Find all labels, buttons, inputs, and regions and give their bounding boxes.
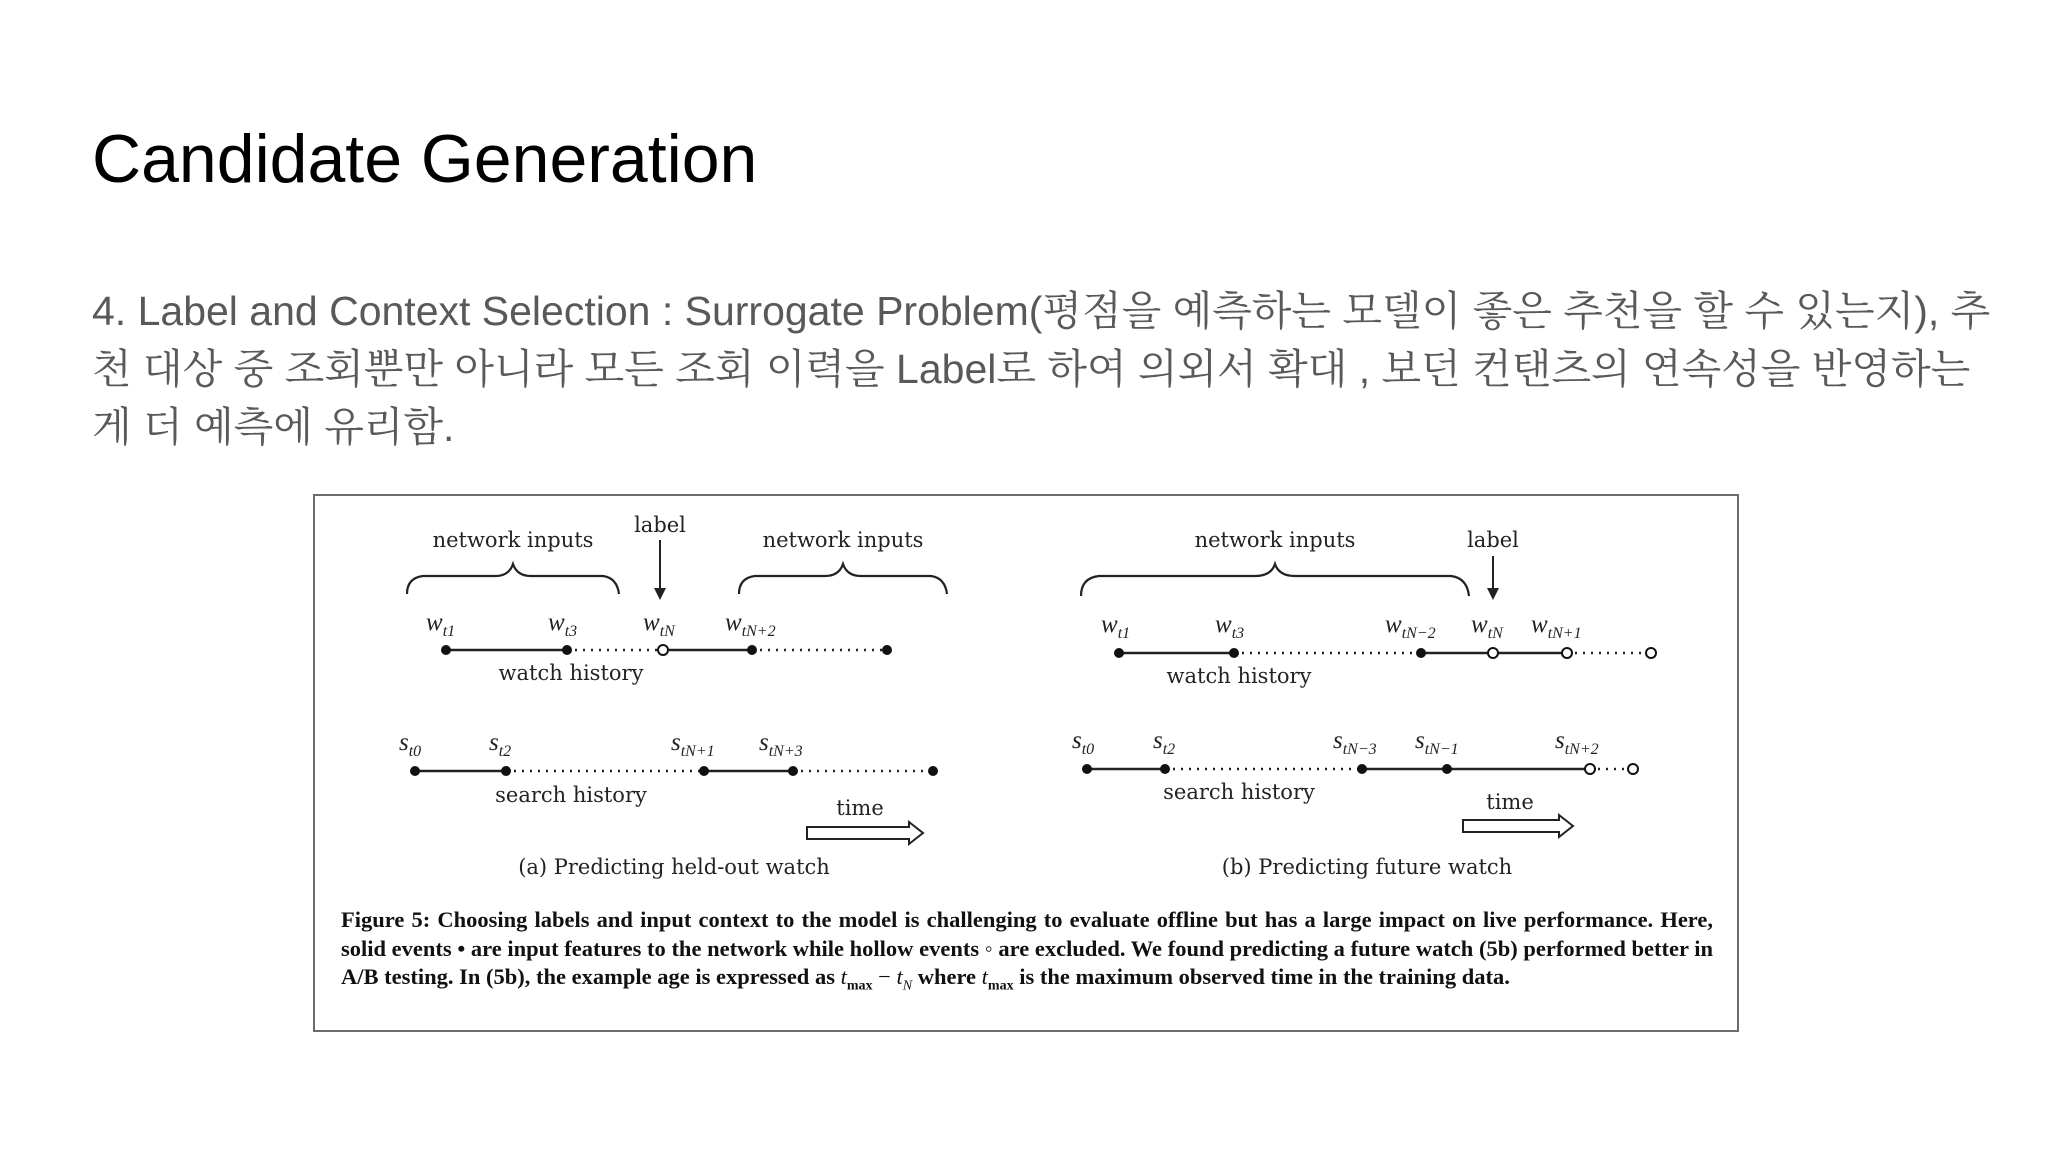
- watch-event-solid: [882, 645, 892, 655]
- figure-caption: [341, 906, 1713, 1001]
- watch-event-solid: [1114, 648, 1124, 658]
- label-text-a: label: [634, 513, 686, 537]
- search-event-hollow: [1628, 764, 1638, 774]
- search-event-solid: [1442, 764, 1452, 774]
- search-var-a-3: $s_{tN+1}$: [671, 729, 715, 760]
- brace-b: [1081, 564, 1469, 596]
- search-history-label-a: search history: [495, 783, 647, 807]
- time-arrow-b: [1463, 815, 1573, 837]
- caption-math-2: $t_{max}$: [981, 964, 1014, 994]
- label-arrowhead-b: [1487, 588, 1499, 600]
- watch-var-b-3: $w_{tN-2}$: [1385, 611, 1436, 642]
- search-event-solid: [788, 766, 798, 776]
- search-event-solid: [928, 766, 938, 776]
- time-label-a: time: [836, 796, 884, 820]
- caption-text-3: is the maximum observed time in the training data.: [1013, 964, 1510, 989]
- watch-event-solid: [1416, 648, 1426, 658]
- search-var-a-4: $s_{tN+3}$: [759, 729, 803, 760]
- brace-label-a-2: network inputs: [762, 528, 924, 552]
- search-var-b-3: $s_{tN-3}$: [1333, 727, 1377, 758]
- panel-b-caption: (b) Predicting future watch: [1221, 855, 1513, 879]
- watch-var-b-5: $w_{tN+1}$: [1531, 611, 1582, 642]
- panel-b: [1072, 528, 1656, 879]
- watch-var-a-4: $w_{tN+2}$: [725, 609, 776, 640]
- brace-label-b: network inputs: [1194, 528, 1356, 552]
- slide-title: Candidate Generation: [92, 121, 758, 197]
- watch-event-solid: [747, 645, 757, 655]
- watch-event-hollow: [658, 645, 668, 655]
- watch-event-hollow: [1646, 648, 1656, 658]
- watch-var-a-1: $w_{t1}$: [426, 609, 456, 640]
- watch-var-b-2: $w_{t3}$: [1215, 611, 1245, 642]
- watch-history-label-b: watch history: [1166, 664, 1312, 688]
- brace-a-right: [739, 564, 947, 594]
- panel-a: [399, 513, 947, 879]
- watch-event-solid: [562, 645, 572, 655]
- search-event-hollow: [1585, 764, 1595, 774]
- watch-var-b-4: $w_{tN}$: [1471, 611, 1503, 642]
- brace-a-left: [407, 564, 619, 594]
- search-var-b-4: $s_{tN-1}$: [1415, 727, 1459, 758]
- label-text-b: label: [1467, 528, 1519, 552]
- watch-history-label-a: watch history: [498, 661, 644, 685]
- figure-5-image: [313, 494, 1739, 1032]
- search-event-solid: [410, 766, 420, 776]
- search-var-b-5: $s_{tN+2}$: [1555, 727, 1599, 758]
- search-history-label-b: search history: [1163, 780, 1315, 804]
- brace-label-a-1: network inputs: [432, 528, 594, 552]
- search-var-a-2: $s_{t2}$: [489, 729, 512, 760]
- panel-a-caption: (a) Predicting held-out watch: [518, 855, 830, 879]
- watch-var-a-2: $w_{t3}$: [548, 609, 578, 640]
- search-event-solid: [1357, 764, 1367, 774]
- watch-event-solid: [441, 645, 451, 655]
- search-event-solid: [1160, 764, 1170, 774]
- search-var-b-1: $s_{t0}$: [1072, 727, 1095, 758]
- watch-event-hollow: [1488, 648, 1498, 658]
- time-label-b: time: [1486, 790, 1534, 814]
- search-event-solid: [699, 766, 709, 776]
- caption-text-2: where: [912, 964, 982, 989]
- watch-event-hollow: [1562, 648, 1572, 658]
- caption-text-1: Figure 5: Choosing labels and input context to the model is challenging to evaluate offline but has a large impact on live performance. Here, solid events • are input features to the network while hollow events ◦ are excluded. We found predicting a future watch (5b) performed better in A/B testing. In (5b), the example age is expressed as: [341, 907, 1713, 989]
- watch-event-solid: [1229, 648, 1239, 658]
- watch-var-b-1: $w_{t1}$: [1101, 611, 1131, 642]
- search-var-a-1: $s_{t0}$: [399, 729, 422, 760]
- search-event-solid: [501, 766, 511, 776]
- search-var-b-2: $s_{t2}$: [1153, 727, 1176, 758]
- watch-var-a-3: $w_{tN}$: [643, 609, 675, 640]
- caption-math-1: $t_{max} - t_N$: [840, 964, 913, 994]
- search-event-solid: [1082, 764, 1092, 774]
- slide-body-text: 4. Label and Context Selection : Surrogate Problem(평점을 예측하는 모델이 좋은 추천을 할 수 있는지), 추천 대상 중 조회뿐만 아니라 모든 조회 이력을 Label로 하여 의외서 확대 , 보던 컨탠츠의 연속성을 반영하는게 더 예측에 유리함.: [92, 288, 1991, 450]
- label-arrowhead-a: [654, 588, 666, 600]
- time-arrow-a: [807, 822, 923, 844]
